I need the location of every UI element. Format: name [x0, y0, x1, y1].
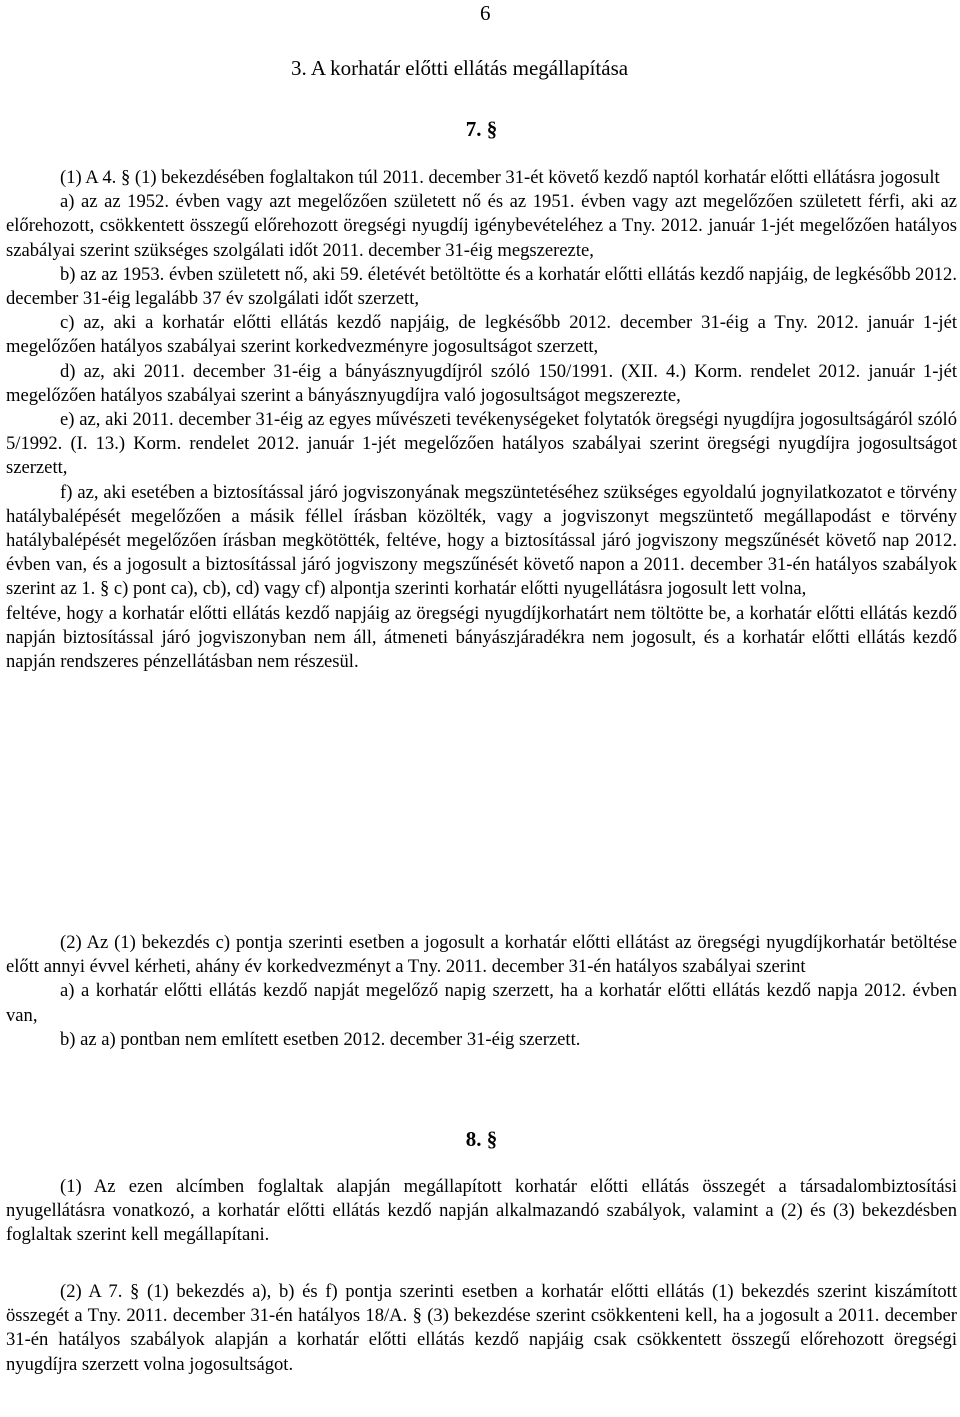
- section-7-body: [6, 166, 957, 674]
- section-8-para-1: [6, 1175, 957, 1248]
- paragraph: (2) Az (1) bekezdés c) pontja szerinti esetben a jogosult a korhatár előtti ellátást az öregségi nyugdíjkorhatár betöltése előtt annyi évvel kérheti, ahány év korkedvezményt a Tny. 2011. december 31-én hatályos szabályai szerint: [6, 932, 957, 978]
- list-item: a) a korhatár előtti ellátás kezdő napját megelőző napig szerzett, ha a korhatár előtti ellátás kezdő napja 2012. évben van,: [6, 980, 957, 1026]
- list-item: b) az az 1953. évben született nő, aki 59. életévét betöltötte és a korhatár előtti ellátás kezdő napjáig, de legkésőbb 2012. december 31-éig legalább 37 év szolgálati időt szerzett,: [6, 263, 957, 310]
- list-item: a) az az 1952. évben vagy azt megelőzően született nő és az 1951. évben vagy azt megelőzően született férfi, aki az előrehozott, csökkentett összegű előrehozott öregségi nyugdíj igénybevételéhez a Tny. 2012. január 1-jét megelőzően hatályos szabályai szerint szükséges szolgálati időt 2011. december 31-éig megszerezte,: [6, 191, 957, 261]
- section-title: 3. A korhatár előtti ellátás megállapítása: [291, 56, 629, 80]
- section-8-para-2: [6, 1280, 957, 1377]
- section-heading-7: 7. §: [465, 117, 498, 141]
- list-item: f) az, aki esetében a biztosítással járó jogviszonyának megszüntetéséhez szükséges egyoldalú jognyilatkozatot e törvény hatálybalépését megelőzően a másik féllel írásban közölték, vagy a jogviszonyt megszüntető megállapodást e törvény hatálybalépését megelőzően írásban megkötötték, feltéve, hogy a biztosítással járó jogviszony megszűnését követő nap 2012. évben van, és a jogosult a biztosítással járó jogviszony megszűnését követő napon a 2011. december 31-én hatályos szabályok szerint az 1. § c) pont ca), cb), cd) vagy cf) alpontja szerinti korhatár előtti nyugellátásra jogosult lett volna,: [6, 481, 957, 600]
- paragraph: (2) A 7. § (1) bekezdés a), b) és f) pontja szerinti esetben a korhatár előtti ellátás (1) bekezdés szerint kiszámított összegét a Tny. 2011. december 31-én hatályos 18/A. § (3) bekezdése szerint csökkenteni kell, ha a jogosult a 2011. december 31-én hatályos szabályok alapján a korhatár előtti ellátás kezdő napjáig csak csökkentett összegű előrehozott öregségi nyugdíjra szerzett volna jogosultságot.: [6, 1281, 957, 1375]
- list-item: c) az, aki a korhatár előtti ellátás kezdő napjáig, de legkésőbb 2012. december 31-éig a Tny. 2012. január 1-jét megelőzően hatályos szabályai szerint korkedvezményre jogosultságot szerzett,: [6, 312, 957, 358]
- section-heading-8: 8. §: [465, 1127, 498, 1151]
- list-item: e) az, aki 2011. december 31-éig az egyes művészeti tevékenységeket folytatók öregségi nyugdíjra jogosultságáról szóló 5/1992. (I. 13.) Korm. rendelet 2012. január 1-jét megelőzően hatályos szabályai szerint öregségi nyugdíjra jogosultságot szerzett,: [6, 409, 957, 479]
- paragraph: feltéve, hogy a korhatár előtti ellátás kezdő napjáig az öregségi nyugdíjkorhatárt nem töltötte be, a korhatár előtti ellátás kezdő napján biztosítással járó jogviszonyban nem áll, átmeneti bányászjáradékra nem jogosult, és a korhatár előtti ellátás kezdő napján rendszeres pénzellátásban nem részesül.: [6, 602, 957, 673]
- page-number: 6: [480, 1, 491, 25]
- list-item: d) az, aki 2011. december 31-éig a bányásznyugdíjról szóló 150/1991. (XII. 4.) Korm. rendelet 2012. január 1-jét megelőzően hatályos szabályai szerint a bányásznyugdíjra való jogosultságot megszerezte,: [6, 360, 957, 406]
- paragraph: (1) A 4. § (1) bekezdésében foglaltakon túl 2011. december 31-ét követő kezdő naptól korhatár előtti ellátásra jogosult: [60, 167, 940, 188]
- list-item: b) az a) pontban nem említett esetben 2012. december 31-éig szerzett.: [60, 1028, 581, 1050]
- paragraph: (1) Az ezen alcímben foglaltak alapján megállapított korhatár előtti ellátás összegét a társadalombiztosítási nyugellátásra vonatkozó, a korhatár előtti ellátás kezdő napján alkalmazandó szabályok, valamint a (2) és (3) bekezdésben foglaltak szerint kell megállapítani.: [6, 1176, 957, 1246]
- section-7-para-2: [6, 931, 957, 1052]
